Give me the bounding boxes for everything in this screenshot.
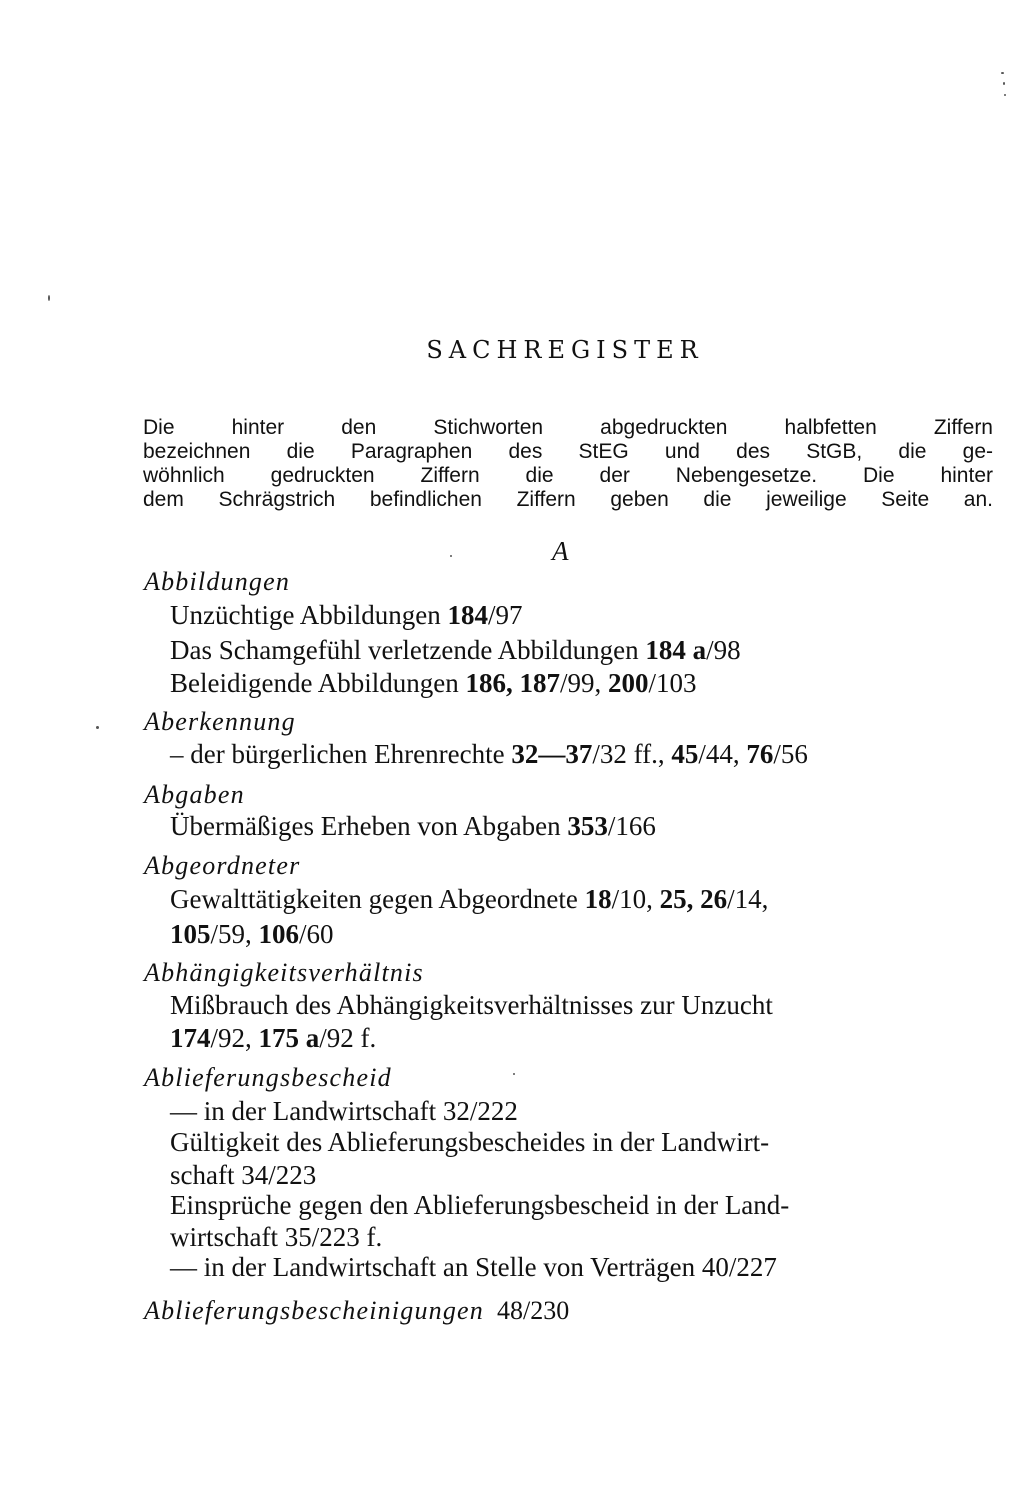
entry-keyword: Ablieferungsbescheid <box>144 1063 392 1092</box>
entry-line: Gültigkeit des Ablieferungsbescheides in der Landwirt- <box>170 1127 770 1157</box>
scan-speck <box>1003 82 1005 85</box>
section-letter: A <box>552 536 569 566</box>
scan-speck <box>450 555 452 557</box>
entry-keyword: Aberkennung <box>144 707 296 736</box>
entry-keyword: Abgeordneter <box>144 851 301 880</box>
entry-line: Einsprüche gegen den Ablieferungsbescheid in der Land- <box>170 1190 790 1220</box>
entry-line: Übermäßiges Erheben von Abgaben 353/166 <box>170 811 656 841</box>
entry-line: — in der Landwirtschaft an Stelle von Verträgen 40/227 <box>170 1252 777 1282</box>
entry-line: – der bürgerlichen Ehrenrechte 32—37/32 ff., 45/44, 76/56 <box>170 739 808 769</box>
entry-line: wirtschaft 35/223 f. <box>170 1222 383 1252</box>
scan-speck <box>1001 72 1004 74</box>
page-title: SACHREGISTER <box>426 336 704 364</box>
intro-line: bezeichnen die Paragraphen des StEG und des StGB, die ge- <box>143 440 993 463</box>
intro-line: wöhnlich gedruckten Ziffern die der Nebengesetze. Die hinter <box>143 464 993 487</box>
entry-line: Mißbrauch des Abhängigkeitsverhältnisses zur Unzucht <box>170 990 773 1020</box>
entry-line: — in der Landwirtschaft 32/222 <box>170 1096 518 1126</box>
entry-keyword: Abgaben <box>144 780 245 809</box>
scan-speck <box>1004 94 1006 96</box>
scan-speck <box>513 1073 515 1075</box>
entry-line: 174/92, 175 a/92 f. <box>170 1023 377 1053</box>
entry-line: Unzüchtige Abbildungen 184/97 <box>170 600 523 630</box>
intro-paragraph <box>143 416 993 512</box>
entry-page-ref: 48/230 <box>484 1296 570 1325</box>
entry-line: Beleidigende Abbildungen 186, 187/99, 200/103 <box>170 668 697 698</box>
entry-line: schaft 34/223 <box>170 1160 317 1190</box>
entry-keyword: Ablieferungsbescheinigungen 48/230 <box>144 1296 570 1325</box>
intro-line: Die hinter den Stichworten abgedruckten halbfetten Ziffern <box>143 416 993 439</box>
entry-line: Gewalttätigkeiten gegen Abgeordnete 18/10, 25, 26/14, <box>170 884 769 914</box>
entry-keyword: Abhängigkeitsverhältnis <box>144 958 424 987</box>
intro-line: dem Schrägstrich befindlichen Ziffern geben die jeweilige Seite an. <box>143 488 993 511</box>
scan-speck <box>96 726 99 729</box>
entry-keyword: Abbildungen <box>144 567 291 596</box>
entry-line: 105/59, 106/60 <box>170 919 334 949</box>
scan-speck <box>48 295 50 301</box>
entry-line: Das Schamgefühl verletzende Abbildungen 184 a/98 <box>170 635 741 665</box>
